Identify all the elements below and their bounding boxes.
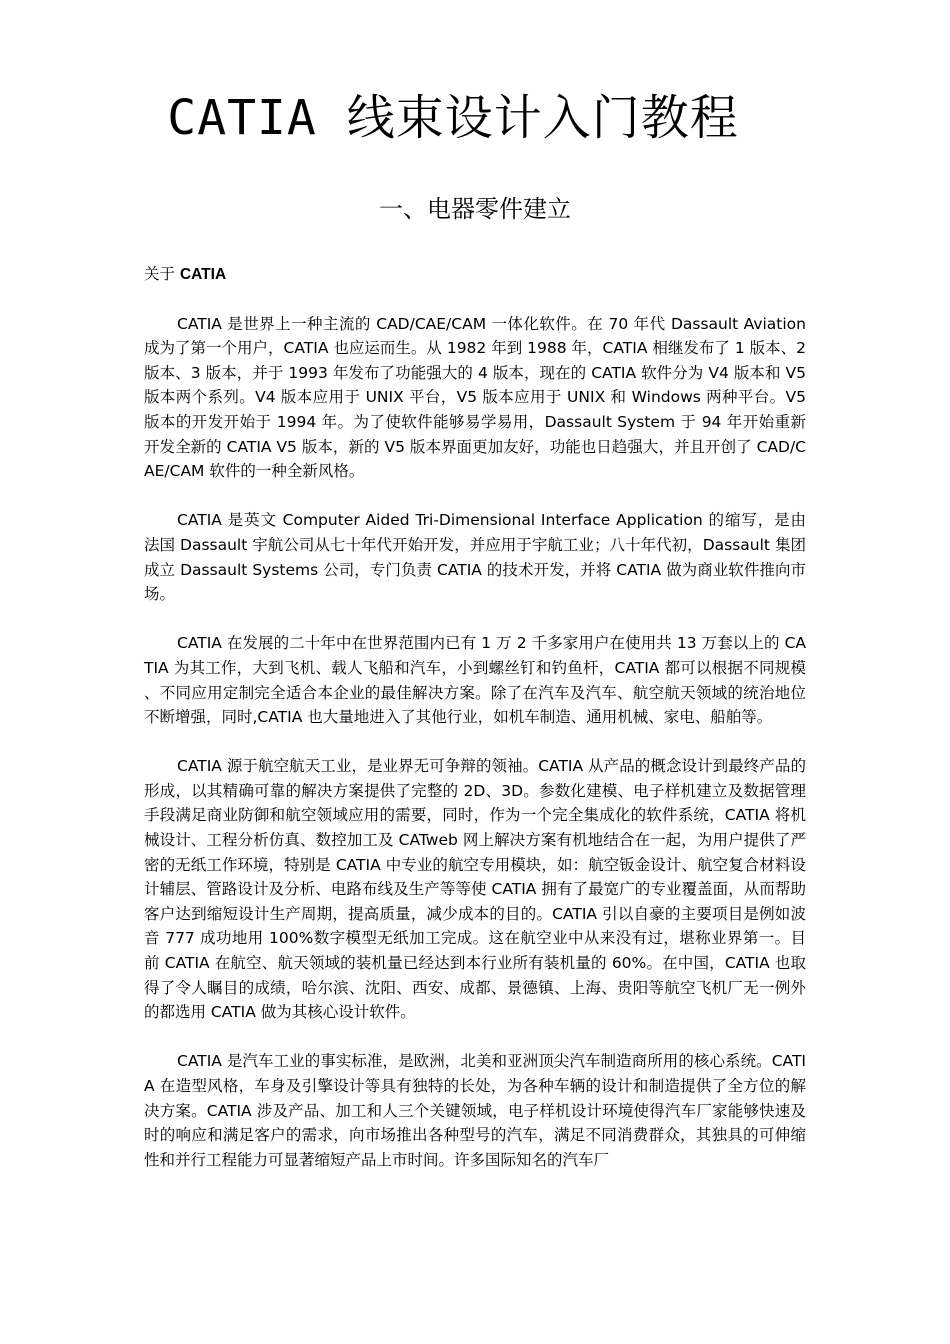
paragraph-1: CATIA 是世界上一种主流的 CAD/CAE/CAM 一体化软件。在 70 年代 Dassault Aviation 成为了第一个用户，CATIA 也应运而生。从 1982 年到 1988 年，CATIA 相继发布了 1 版本、2 版本、3 版本，并于 1993 年发布了功能强大的 4 版本，现在的 CATIA 软件分为 V4 版本和 V5 版本两个系列。V4 版本应用于 UNIX 平台，V5 版本应用于 UNIX 和 Windows 两种平台。V5 版本的开发开始于 1994 年。为了使软件能够易学易用，Dassault System 于 94 年开始重新开发全新的 CATIA V5 版本，新的 V5 版本界面更加友好，功能也日趋强大，并且开创了 CAD/CAE/CAM 软件的一种全新风格。	[144, 314, 806, 481]
about-heading-bold: CATIA	[179, 266, 227, 283]
paragraph-2: CATIA 是英文 Computer Aided Tri-Dimensional Interface Application 的缩写，是由法国 Dassault 宇航公司从七十年代开始开发，并应用于宇航工业；八十年代初，Dassault 集团成立 Dassault Systems 公司，专门负责 CATIA 的技术开发，并将 CATIA 做为商业软件推向市场。	[144, 511, 806, 604]
section-heading: 一、电器零件建立	[379, 195, 571, 223]
about-heading	[144, 262, 806, 288]
paragraph-3: CATIA 在发展的二十年中在世界范围内已有 1 万 2 千多家用户在使用共 13 万套以上的 CATIA 为其工作，大到飞机、载人飞船和汽车，小到螺丝钉和钓鱼杆，CATIA 都可以根据不同规模、不同应用定制完全适合本企业的最佳解决方案。除了在汽车及汽车、航空航天领域的统治地位不断增强，同时,CATIA 也大量地进入了其他行业，如机车制造、通用机械、家电、船舶等。	[144, 634, 806, 727]
about-heading-prefix: 关于	[144, 265, 180, 283]
paragraph-4: CATIA 源于航空航天工业，是业界无可争辩的领袖。CATIA 从产品的概念设计到最终产品的形成，以其精确可靠的解决方案提供了完整的 2D、3D。参数化建模、电子样机建立及数据管理手段满足商业防御和航空领域应用的需要，同时，作为一个完全集成化的软件系统，CATIA 将机械设计、工程分析仿真、数控加工及 CATweb 网上解决方案有机地结合在一起，为用户提供了严密的无纸工作环境，特别是 CATIA 中专业的航空专用模块，如：航空钣金设计、航空复合材料设计辅层、管路设计及分析、电路布线及生产等等使 CATIA 拥有了最宽广的专业覆盖面，从而帮助客户达到缩短设计生产周期，提高质量，减少成本的目的。CATIA 引以自豪的主要项目是例如波音 777 成功地用 100%数字模型无纸加工完成。这在航空业中从来没有过，堪称业界第一。目前 CATIA 在航空、航天领域的装机量已经达到本行业所有装机量的 60%。在中国，CATIA 也取得了令人瞩目的成绩，哈尔滨、沈阳、西安、成都、景德镇、上海、贵阳等航空飞机厂无一例外的都选用 CATIA 做为其核心设计软件。	[144, 757, 806, 1022]
paragraph-5: CATIA 是汽车工业的事实标准，是欧洲，北美和亚洲顶尖汽车制造商所用的核心系统。CATIA 在造型风格，车身及引擎设计等具有独特的长处，为各种车辆的设计和制造提供了全方位的解决方案。CATIA 涉及产品、加工和人三个关键领域，电子样机设计环境使得汽车厂家能够快速及时的响应和满足客户的需求，向市场推出各种型号的汽车，满足不同消费群众，其独具的可伸缩性和并行工程能力可显著缩短产品上市时间。许多国际知名的汽车厂	[144, 1052, 806, 1169]
document-title: CATIA 线束设计入门教程	[167, 90, 739, 146]
document-body	[144, 262, 806, 1197]
